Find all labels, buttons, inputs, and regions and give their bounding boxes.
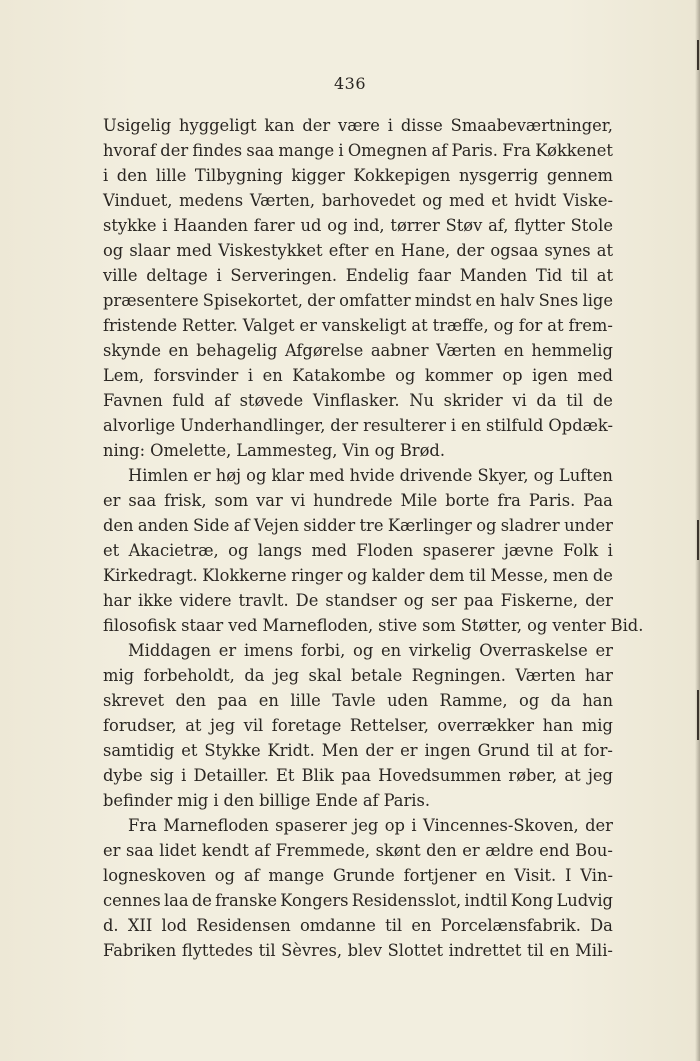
page-number: 436 <box>333 74 367 93</box>
text-line: den anden Side af Vejen sidder tre Kærlinger og sladrer under <box>103 516 613 535</box>
text-line: Himlen er høj og klar med hvide drivende Skyer, og Luften <box>128 466 613 485</box>
text-line: skynde en behagelig Afgørelse aabner Værten en hemmelig <box>103 341 613 360</box>
text-line: Fra Marnefloden spaserer jeg op i Vincennes-Skoven, der <box>128 816 613 835</box>
text-line: Fabriken flyttedes til Sèvres, blev Slottet indrettet til en Mili- <box>103 941 613 960</box>
text-line: er saa frisk, som var vi hundrede Mile borte fra Paris. Paa <box>103 491 613 510</box>
edge-mark <box>697 40 699 70</box>
text-line: har ikke videre travlt. De standser og ser paa Fiskerne, der <box>103 591 613 610</box>
text-line: Kirkedragt. Klokkerne ringer og kalder dem til Messe, men de <box>103 566 613 585</box>
text-line: et Akacietræ, og langs med Floden spaserer jævne Folk i <box>103 541 613 560</box>
text-line: Usigelig hyggeligt kan der være i disse Smaabeværtninger, <box>103 116 613 135</box>
text-line: ville deltage i Serveringen. Endelig faar Manden Tid til at <box>103 266 613 285</box>
text-line: logneskoven og af mange Grunde fortjener en Visit. I Vin- <box>103 866 613 885</box>
text-line: samtidig et Stykke Kridt. Men der er ingen Grund til at for- <box>103 741 613 760</box>
text-line: og slaar med Viskestykket efter en Hane, der ogsaa synes at <box>103 241 613 260</box>
text-line: Middagen er imens forbi, og en virkelig Overraskelse er <box>128 641 613 660</box>
text-line: hvoraf der findes saa mange i Omegnen af Paris. Fra Køkkenet <box>103 141 613 160</box>
text-line: præsentere Spisekortet, der omfatter mindst en halv Snes lige <box>103 291 613 310</box>
text-line: Vinduet, medens Værten, barhovedet og med et hvidt Viske- <box>103 191 613 210</box>
text-line: Favnen fuld af støvede Vinflasker. Nu skrider vi da til de <box>103 391 613 410</box>
body-text <box>103 113 644 963</box>
edge-mark <box>697 690 699 740</box>
text-line: ning: Omelette, Lammesteg, Vin og Brød. <box>103 441 445 460</box>
text-line: i den lille Tilbygning kigger Kokkepigen nysgerrig gennem <box>103 166 613 185</box>
text-line: fristende Retter. Valget er vanskeligt at træffe, og for at frem- <box>103 316 613 335</box>
text-line: dybe sig i Detailler. Et Blik paa Hovedsummen røber, at jeg <box>103 766 613 785</box>
text-line: forudser, at jeg vil foretage Rettelser, overrækker han mig <box>103 716 613 735</box>
text-line: er saa lidet kendt af Fremmede, skønt den er ældre end Bou- <box>103 841 613 860</box>
text-line: mig forbeholdt, da jeg skal betale Regningen. Værten har <box>103 666 613 685</box>
text-line: d. XII lod Residensen omdanne til en Porcelænsfabrik. Da <box>103 916 613 935</box>
text-line: filosofisk staar ved Marnefloden, stive som Støtter, og venter Bid. <box>103 616 644 635</box>
text-line: skrevet den paa en lille Tavle uden Ramme, og da han <box>103 691 613 710</box>
text-line: stykke i Haanden farer ud og ind, tørrer Støv af, flytter Stole <box>103 216 613 235</box>
edge-mark <box>697 520 699 560</box>
text-line: Lem, forsvinder i en Katakombe og kommer op igen med <box>103 366 613 385</box>
text-line: cennes laa de franske Kongers Residensslot, indtil Kong Ludvig <box>103 891 613 910</box>
text-line: befinder mig i den billige Ende af Paris. <box>103 791 431 810</box>
text-line: alvorlige Underhandlinger, der resulterer i en stilfuld Opdæk- <box>103 416 613 435</box>
